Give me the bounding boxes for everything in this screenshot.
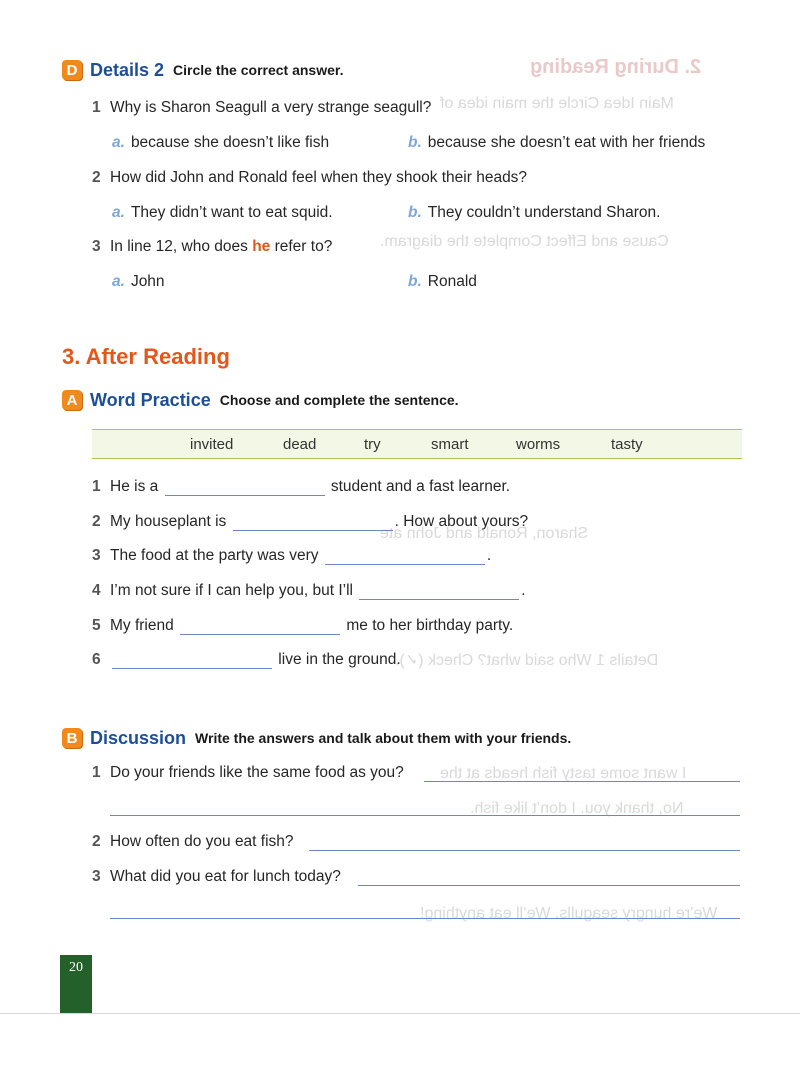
question-1: 1 Why is Sharon Seagull a very strange seagull? bbox=[92, 99, 432, 116]
bleed-through-text: Main Idea Circle the main idea of bbox=[440, 95, 674, 112]
sentence-2: 2 My houseplant is . How about yours? bbox=[92, 513, 529, 530]
word-practice-heading bbox=[62, 388, 459, 412]
answer-blank[interactable] bbox=[180, 617, 340, 635]
bleed-through-text: 2. During Reading bbox=[530, 56, 702, 78]
discussion-question-2: 2 How often do you eat fish? bbox=[92, 833, 294, 850]
section-title: Details 2 bbox=[90, 59, 165, 80]
section-instruction: Write the answers and talk about them with your friends. bbox=[195, 730, 572, 746]
details2-heading bbox=[62, 58, 343, 82]
word-bank-item[interactable]: smart bbox=[431, 436, 469, 453]
option-a[interactable]: a. They didn’t want to eat squid. bbox=[112, 204, 333, 221]
answer-line[interactable] bbox=[309, 850, 740, 851]
answer-blank[interactable] bbox=[112, 651, 272, 669]
bleed-through-text: We’re hungry seagulls. We’ll eat anything! bbox=[420, 905, 718, 922]
word-bank bbox=[92, 429, 742, 459]
bleed-through-text: Sharon, Ronald and John ate bbox=[380, 525, 589, 542]
section-instruction: Choose and complete the sentence. bbox=[219, 392, 459, 408]
after-reading-heading: 3. After Reading bbox=[62, 344, 230, 369]
option-b[interactable]: b. because she doesn’t eat with her friends bbox=[408, 134, 706, 151]
highlighted-word: he bbox=[252, 238, 271, 255]
page-number: 20 bbox=[69, 960, 83, 975]
page-edge bbox=[0, 1013, 800, 1014]
answer-blank[interactable] bbox=[165, 478, 325, 496]
answer-line[interactable] bbox=[424, 781, 740, 782]
word-bank-item[interactable]: try bbox=[364, 436, 381, 453]
section-title: Discussion bbox=[90, 727, 187, 748]
answer-blank[interactable] bbox=[325, 547, 485, 565]
answer-line[interactable] bbox=[358, 885, 740, 886]
word-bank-item[interactable]: invited bbox=[190, 436, 234, 453]
option-a[interactable]: a. because she doesn’t like fish bbox=[112, 134, 330, 151]
bleed-through-text: Details 1 Who said what? Check (✓). bbox=[395, 652, 659, 669]
option-b[interactable]: b. Ronald bbox=[408, 273, 477, 290]
section-instruction: Circle the correct answer. bbox=[173, 62, 344, 78]
word-bank-item[interactable]: tasty bbox=[611, 436, 643, 453]
answer-blank[interactable] bbox=[359, 582, 519, 600]
bleed-through-text: No, thank you. I don’t like fish. bbox=[470, 800, 684, 817]
section-title: Word Practice bbox=[90, 389, 211, 410]
section-badge-a: A bbox=[62, 390, 82, 410]
answer-line[interactable] bbox=[110, 815, 740, 816]
option-a[interactable]: a. John bbox=[112, 273, 165, 290]
bleed-through-text: Cause and Effect Complete the diagram. bbox=[380, 233, 669, 250]
answer-blank[interactable] bbox=[233, 513, 393, 531]
sentence-1: 1 He is a student and a fast learner. bbox=[92, 478, 511, 495]
discussion-question-3: 3 What did you eat for lunch today? bbox=[92, 868, 341, 885]
section-badge-b: B bbox=[62, 728, 82, 748]
discussion-heading bbox=[62, 726, 571, 750]
question-3: 3 In line 12, who does he refer to? bbox=[92, 238, 333, 255]
sentence-5: 5 My friend me to her birthday party. bbox=[92, 617, 514, 634]
word-bank-item[interactable]: dead bbox=[283, 436, 317, 453]
sentence-4: 4 I’m not sure if I can help you, but I’ll . bbox=[92, 582, 526, 599]
section-badge-d: D bbox=[62, 60, 82, 80]
sentence-6: 6 live in the ground. bbox=[92, 651, 401, 668]
answer-line[interactable] bbox=[110, 918, 740, 919]
sentence-3: 3 The food at the party was very . bbox=[92, 547, 492, 564]
question-2: 2 How did John and Ronald feel when they shook their heads? bbox=[92, 169, 528, 186]
bleed-through-text: I want some tasty fish heads at the bbox=[440, 765, 687, 782]
option-b[interactable]: b. They couldn’t understand Sharon. bbox=[408, 204, 661, 221]
discussion-question-1: 1 Do your friends like the same food as you? bbox=[92, 764, 404, 781]
word-bank-item[interactable]: worms bbox=[516, 436, 561, 453]
